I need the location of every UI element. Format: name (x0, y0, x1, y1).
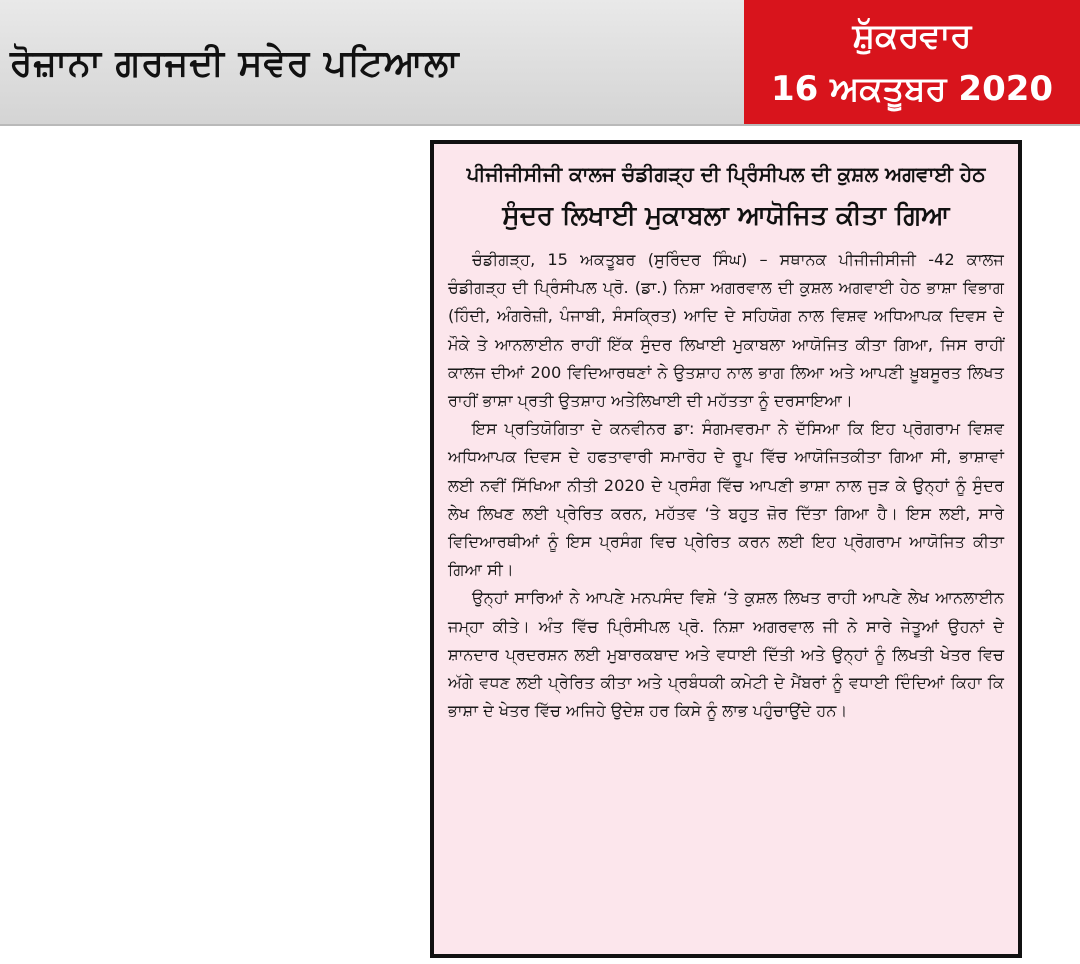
date-box (744, 0, 1080, 124)
masthead (0, 0, 1080, 126)
date-label: 16 ਅਕਤੂਬਰ 2020 (770, 69, 1054, 109)
headline-line-2: ਸੁੰਦਰ ਲਿਖਾਈ ਮੁਕਾਬਲਾ ਆਯੋਜਿਤ ਕੀਤਾ ਗਿਆ (502, 201, 950, 231)
article-paragraph-1: ਚੰਡੀਗੜ੍ਹ, 15 ਅਕਤੂਬਰ (ਸੁਰਿੰਦਰ ਸਿੰਘ) – ਸਥਾਨਕ ਪੀਜੀਜੀਸੀਜੀ -42 ਕਾਲਜ ਚੰਡੀਗੜ੍ਹ ਦੀ ਪ੍ਰਿੰਸੀਪਲ ਪ੍ਰੋ. (ਡਾ.) ਨਿਸ਼ਾ ਅਗਰਵਾਲ ਦੀ ਕੁਸ਼ਲ ਅਗਵਾਈ ਹੇਠ ਭਾਸ਼ਾ ਵਿਭਾਗ (ਹਿੰਦੀ, ਅੰਗਰੇਜ਼ੀ, ਪੰਜਾਬੀ, ਸੰਸਕ੍ਰਿਤ) ਆਦਿ ਦੇ ਸਹਿਯੋਗ ਨਾਲ ਵਿਸ਼ਵ ਅਧਿਆਪਕ ਦਿਵਸ ਦੇ ਮੌਕੇ ਤੇ ਆਨਲਾਈਨ ਰਾਹੀਂ ਇੱਕ ਸੁੰਦਰ ਲਿਖਾਈ ਮੁਕਾਬਲਾ ਆਯੋਜਿਤ ਕੀਤਾ ਗਿਆ, ਜਿਸ ਰਾਹੀਂ ਕਾਲਜ ਦੀਆਂ 200 ਵਿਦਿਆਰਥਣਾਂ ਨੇ ਉਤਸ਼ਾਹ ਨਾਲ ਭਾਗ ਲਿਆ ਅਤੇ ਆਪਣੀ ਖ਼ੂਬਸੂਰਤ ਲਿਖਤ ਰਾਹੀਂ ਭਾਸ਼ਾ ਪ੍ਰਤੀ ਉਤਸ਼ਾਹ ਅਤੇਲਿਖਾਈ ਦੀ ਮਹੱਤਤਾ ਨੂੰ ਦਰਸਾਇਆ। (448, 250, 1004, 411)
weekday-label: ਸ਼ੁੱਕਰਵਾਰ (852, 16, 972, 56)
article-paragraph-2: ਇਸ ਪ੍ਰਤਿਯੋਗਿਤਾ ਦੇ ਕਨਵੀਨਰ ਡਾ: ਸੰਗਮਵਰਮਾ ਨੇ ਦੱਸਿਆ ਕਿ ਇਹ ਪ੍ਰੋਗਰਾਮ ਵਿਸ਼ਵ ਅਧਿਆਪਕ ਦਿਵਸ ਦੇ ਹਫਤਾਵਾਰੀ ਸਮਾਰੋਹ ਦੇ ਰੂਪ ਵਿੱਚ ਆਯੋਜਿਤਕੀਤਾ ਗਿਆ ਸੀ, ਭਾਸ਼ਾਵਾਂ ਲਈ ਨਵੀਂ ਸਿੱਖਿਆ ਨੀਤੀ 2020 ਦੇ ਪ੍ਰਸੰਗ ਵਿੱਚ ਆਪਣੀ ਭਾਸ਼ਾ ਨਾਲ ਜੁੜ ਕੇ ਉਨ੍ਹਾਂ ਨੂੰ ਸੁੰਦਰ ਲੇਖ ਲਿਖਣ ਲਈ ਪ੍ਰੇਰਿਤ ਕਰਨ, ਮਹੱਤਵ ‘ਤੇ ਬਹੁਤ ਜ਼ੋਰ ਦਿੱਤਾ ਗਿਆ ਹੈ। ਇਸ ਲਈ, ਸਾਰੇ ਵਿਦਿਆਰਥੀਆਂ ਨੂੰ ਇਸ ਪ੍ਰਸੰਗ ਵਿਚ ਪ੍ਰੇਰਿਤ ਕਰਨ ਲਈ ਇਹ ਪ੍ਰੋਗਰਾਮ ਆਯੋਜਿਤ ਕੀਤਾ ਗਿਆ ਸੀ। (448, 419, 1004, 580)
headline-line-1: ਪੀਜੀਜੀਸੀਜੀ ਕਾਲਜ ਚੰਡੀਗੜ੍ਹ ਦੀ ਪ੍ਰਿੰਸੀਪਲ ਦੀ ਕੁਸ਼ਲ ਅਗਵਾਈ ਹੇਠ (466, 162, 986, 186)
article-paragraph-3: ਉਨ੍ਹਾਂ ਸਾਰਿਆਂ ਨੇ ਆਪਣੇ ਮਨਪਸੰਦ ਵਿਸ਼ੇ ‘ਤੇ ਕੁਸ਼ਲ ਲਿਖਤ ਰਾਹੀ ਆਪਣੇ ਲੇਖ ਆਨਲਾਈਨ ਜਮ੍ਹਾ ਕੀਤੇ। ਅੰਤ ਵਿੱਚ ਪ੍ਰਿੰਸੀਪਲ ਪ੍ਰੋ. ਨਿਸ਼ਾ ਅਗਰਵਾਲ ਜੀ ਨੇ ਸਾਰੇ ਜੇਤੂਆਂ ਉਹਨਾਂ ਦੇ ਸ਼ਾਨਦਾਰ ਪ੍ਰਦਰਸ਼ਨ ਲਈ ਮੁਬਾਰਕਬਾਦ ਅਤੇ ਵਧਾਈ ਦਿੱਤੀ ਅਤੇ ਉਨ੍ਹਾਂ ਨੂੰ ਲਿਖਤੀ ਖੇਤਰ ਵਿਚ ਅੱਗੇ ਵਧਣ ਲਈ ਪ੍ਰੇਰਿਤ ਕੀਤਾ ਅਤੇ ਪ੍ਰਬੰਧਕੀ ਕਮੇਟੀ ਦੇ ਮੈਂਬਰਾਂ ਨੂੰ ਵਧਾਈ ਦਿੰਦਿਆਂ ਕਿਹਾ ਕਿ ਭਾਸ਼ਾ ਦੇ ਖੇਤਰ ਵਿੱਚ ਅਜਿਹੇ ਉਦੇਸ਼ ਹਰ ਕਿਸੇ ਨੂੰ ਲਾਭ ਪਹੁੰਚਾਉਂਦੇ ਹਨ। (448, 588, 1004, 721)
newspaper-name: ਰੋਜ਼ਾਨਾ ਗਰਜਦੀ ਸਵੇਰ ਪਟਿਆਲਾ (10, 43, 460, 84)
news-article (430, 140, 1022, 958)
